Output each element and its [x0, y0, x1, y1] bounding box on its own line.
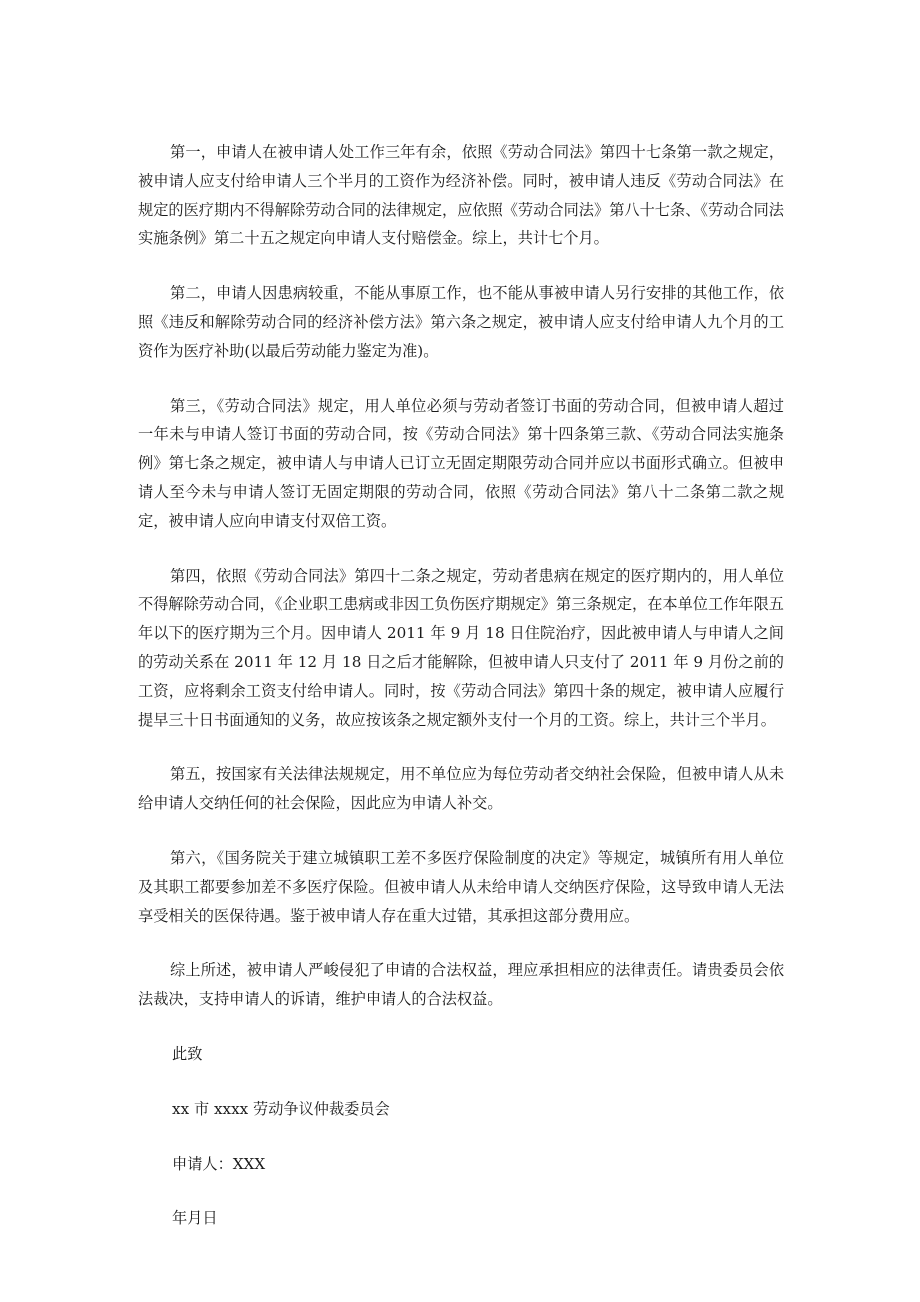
paragraph-1: 第一，申请人在被申请人处工作三年有余，依照《劳动合同法》第四十七条第一款之规定，被申请人应支付给申请人三个半月的工资作为经济补偿。同时，被申请人违反《劳动合同法》在规定的医疗期内不得解除劳动合同的法律规定，应依照《劳动合同法》第八十七条、《劳动合同法实施条例》第二十五之规定向申请人支付赔偿金。综上，共计七个月。 — [138, 143, 784, 248]
document-body — [138, 138, 784, 1233]
paragraph-4: 第四，依照《劳动合同法》第四十二条之规定，劳动者患病在规定的医疗期内的，用人单位不得解除劳动合同，《企业职工患病或非因工负伤医疗期规定》第三条规定，在本单位工作年限五年以下的医疗期为三个月。因申请人 2011 年 9 月 18 日住院治疗，因此被申请人与申请人之间的劳动关系在 2011 年 12 月 18 日之后才能解除，但被申请人只支付了 2011 年 9 月份之前的工资，应将剩余工资支付给申请人。同时，按《劳动合同法》第四十条的规定，被申请人应履行提早三十日书面通知的义务，故应按该条之规定额外支付一个月的工资。综上，共计三个半月。 — [138, 566, 784, 729]
paragraph-2: 第二，申请人因患病较重，不能从事原工作，也不能从事被申请人另行安排的其他工作，依照《违反和解除劳动合同的经济补偿方法》第六条之规定，被申请人应支付给申请人九个月的工资作为医疗补助(以最后劳动能力鉴定为准)。 — [138, 284, 784, 360]
applicant-signature: 申请人：XXX — [172, 1154, 266, 1173]
date-line: 年月日 — [172, 1209, 218, 1228]
paragraph-3: 第三，《劳动合同法》规定，用人单位必须与劳动者签订书面的劳动合同，但被申请人超过一年未与申请人签订书面的劳动合同，按《劳动合同法》第十四条第三款、《劳动合同法实施条例》第七条之规定，被申请人与申请人已订立无固定期限劳动合同并应以书面形式确立。但被申请人至今未与申请人签订无固定期限的劳动合同，依照《劳动合同法》第八十二条第二款之规定，被申请人应向申请支付双倍工资。 — [138, 396, 784, 530]
salutation: 此致 — [172, 1044, 203, 1063]
paragraph-7: 综上所述，被申请人严峻侵犯了申请的合法权益，理应承担相应的法律责任。请贵委员会依法裁决，支持申请人的诉请，维护申请人的合法权益。 — [138, 961, 784, 1009]
paragraph-6: 第六，《国务院关于建立城镇职工差不多医疗保险制度的决定》等规定，城镇所有用人单位及其职工都要参加差不多医疗保险。但被申请人从未给申请人交纳医疗保险，这导致申请人无法享受相关的医保待遇。鉴于被申请人存在重大过错，其承担这部分费用应。 — [138, 848, 784, 925]
recipient: xx 市 xxxx 劳动争议仲裁委员会 — [172, 1099, 390, 1118]
paragraph-5: 第五，按国家有关法律法规规定，用不单位应为每位劳动者交纳社会保险，但被申请人从未给申请人交纳任何的社会保险，因此应为申请人补交。 — [138, 765, 784, 813]
